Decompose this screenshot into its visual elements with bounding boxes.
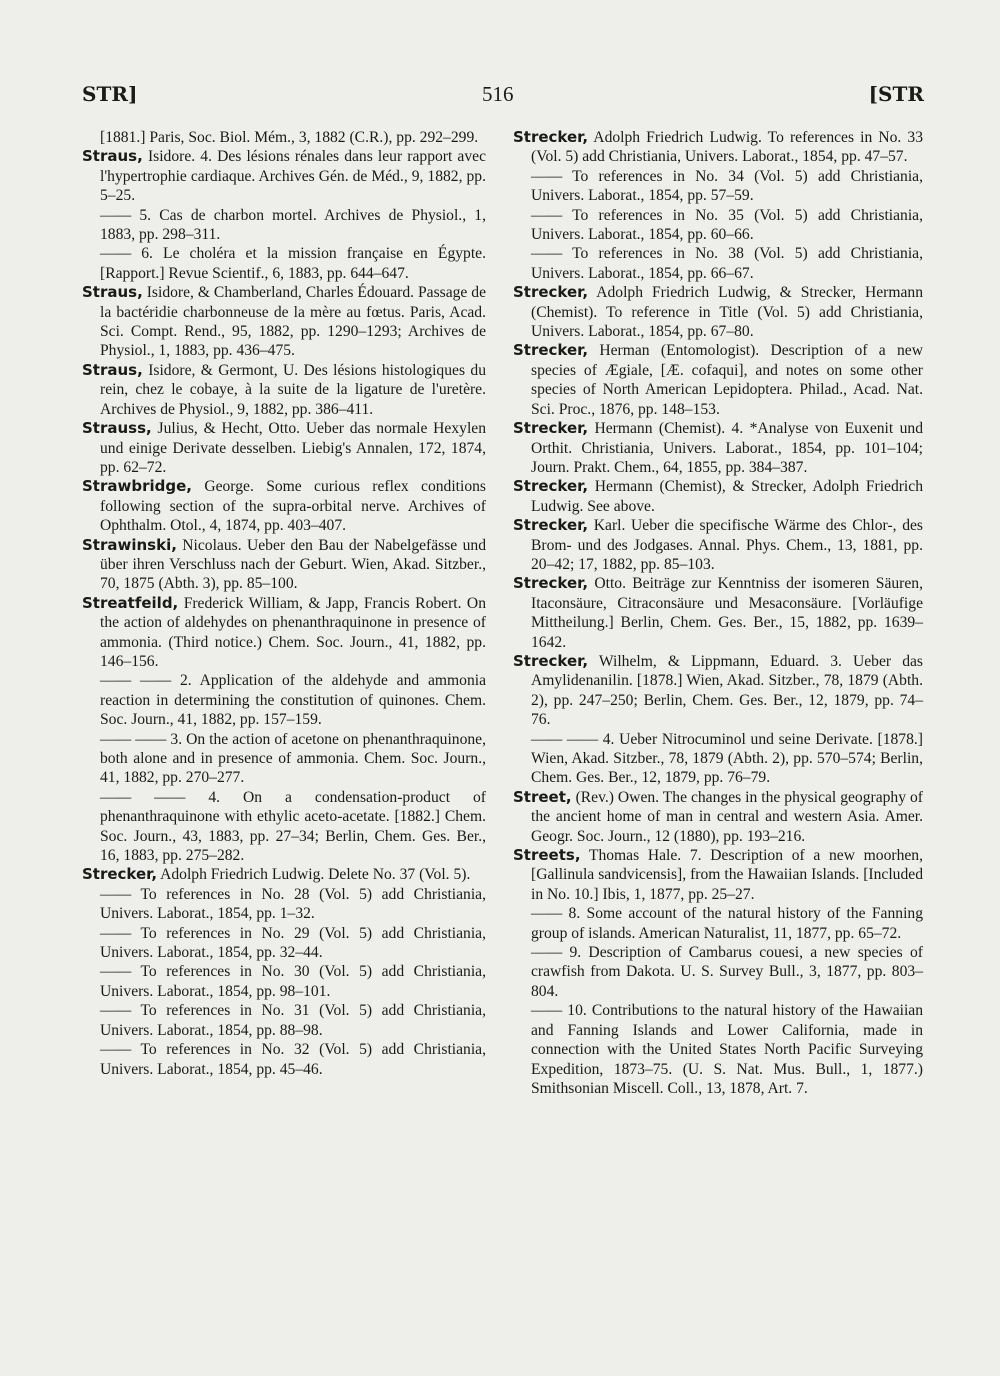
sub-entry: —— To references in No. 35 (Vol. 5) add Christiania, Univers. Laborat., 1854, pp. 60–66.	[531, 206, 923, 244]
bibliography-entry	[513, 283, 923, 341]
author-surname: Strecker,	[82, 865, 158, 884]
sub-entry: —— —— 4. Ueber Nitrocuminol und seine Derivate. [1878.] Wien, Akad. Sitzber., 78, 1879 (Abth. 2), pp. 570–574; Berlin, Chem. Ges. Ber., 12, 1879, pp. 76–79.	[531, 730, 923, 787]
author-surname: Street,	[513, 787, 572, 806]
author-surname: Strecker,	[513, 128, 589, 146]
bibliography-entry	[82, 361, 486, 419]
page-number: 516	[482, 82, 514, 106]
sub-entry: —— To references in No. 29 (Vol. 5) add Christiania, Univers. Laborat., 1854, pp. 32–44.	[100, 924, 486, 962]
bibliography-entry	[82, 147, 486, 205]
sub-entry: —— 5. Cas de charbon mortel. Archives de Physiol., 1, 1883, pp. 298–311.	[100, 206, 486, 244]
bibliography-entry	[513, 128, 923, 167]
entry-text: Isidore, & Chamberland, Charles Édouard. Passage de la bactéridie charbonneuse de la mère au fœtus. Paris, Acad. Sci. Compt. Rend., 95, 1882, pp. 1290–1293; Archives de Physiol., 1, 1883, pp. 436–475.	[100, 284, 486, 360]
author-surname: Strecker,	[513, 419, 589, 438]
entry-text: (Rev.) Owen. The changes in the physical geography of the ancient home of man in central and western Asia. Amer. Geogr. Soc. Journ., 12 (1880), pp. 193–216.	[531, 788, 923, 845]
author-surname: Straus,	[82, 147, 143, 166]
sub-entry: —— To references in No. 32 (Vol. 5) add Christiania, Univers. Laborat., 1854, pp. 45–46.	[100, 1041, 486, 1078]
entry-text: Herman (Entomologist). Description of a new species of Ægiale, [Æ. cofaqui], and notes on some other species of North American Lepidoptera. Philad., Acad. Nat. Sci. Proc., 1876, pp. 148–153.	[531, 342, 923, 418]
sub-entry: —— To references in No. 38 (Vol. 5) add Christiania, Univers. Laborat., 1854, pp. 66–67.	[531, 245, 923, 282]
bibliography-entry	[513, 652, 923, 730]
author-surname: Strawinski,	[82, 535, 177, 554]
entry-text: Frederick William, & Japp, Francis Robert. On the action of aldehydes on phenanthraquinone in presence of ammonia. (Third notice.) Chem. Soc. Journ., 41, 1882, pp. 146–156.	[100, 594, 486, 670]
entry-text: Hermann (Chemist). 4. *Analyse von Euxenit und Orthit. Christiania, Univers. Laborat., 1854, pp. 101–104; Journ. Prakt. Chem., 64, 1855, pp. 384–387.	[531, 420, 923, 476]
sub-entry: —— —— 4. On a condensation-product of phenanthraquinone with ethylic aceto-acetate. [1882.] Chem. Soc. Journ., 43, 1883, pp. 27–34; Berlin, Chem. Ges. Ber., 16, 1883, pp. 275–282.	[100, 788, 486, 865]
entry-text: Nicolaus. Ueber den Bau der Nabelgefässe und über ihren Verschluss nach der Geburt. Wien, Akad. Sitzber., 70, 1875 (Abth. 3), pp. 85–100.	[100, 536, 486, 593]
author-surname: Straus,	[82, 360, 143, 379]
bibliography-entry	[82, 536, 486, 594]
author-surname: Straus,	[82, 283, 143, 302]
author-surname: Strawbridge,	[82, 477, 192, 496]
entry-text: Otto. Beiträge zur Kenntniss der isomeren Säuren, Itaconsäure, Citraconsäure und Mesaconsäure. [Vorläufige Mittheilung.] Berlin, Chem. Ges. Ber., 15, 1882, pp. 1639–1642.	[531, 575, 923, 651]
bibliography-entry	[513, 788, 923, 846]
author-surname: Strecker,	[513, 516, 589, 535]
sub-entry: —— —— 2. Application of the aldehyde and ammonia reaction in determining the constitution of quinones. Chem. Soc. Journ., 41, 1882, pp. 157–159.	[100, 672, 486, 729]
author-surname: Strecker,	[513, 651, 589, 670]
bibliography-entry	[82, 865, 486, 884]
author-surname: Strecker,	[513, 574, 589, 593]
entry-text: George. Some curious reflex conditions following section of the supra-orbital nerve. Archives of Ophthalm. Otol., 4, 1874, pp. 403–407.	[100, 478, 486, 535]
sub-entry: —— To references in No. 30 (Vol. 5) add Christiania, Univers. Laborat., 1854, pp. 98–101.	[100, 963, 486, 1000]
entry-text: Hermann (Chemist), & Strecker, Adolph Friedrich Ludwig. See above.	[531, 478, 923, 515]
author-surname: Strecker,	[513, 477, 589, 496]
entry-text: Isidore. 4. Des lésions rénales dans leur rapport avec l'hypertrophie cardiaque. Archives Gén. de Méd., 9, 1882, pp. 5–25.	[100, 148, 486, 205]
entry-text: Thomas Hale. 7. Description of a new moorhen, [Gallinula sandvicensis], from the Hawaiian Islands. [Included in No. 10.] Ibis, 1, 1877, pp. 25–27.	[531, 847, 923, 903]
entry-text: Karl. Ueber die specifische Wärme des Chlor-, des Brom- und des Jodgases. Annal. Phys. Chem., 13, 1881, pp. 20–42; 17, 1882, pp. 85–103.	[531, 517, 923, 573]
continued-entry: [1881.] Paris, Soc. Biol. Mém., 3, 1882 (C.R.), pp. 292–299.	[100, 129, 479, 146]
header-left-guide: STR]	[82, 82, 138, 106]
bibliography-entry	[82, 477, 486, 535]
sub-entry: —— 8. Some account of the natural history of the Fanning group of islands. American Naturalist, 11, 1877, pp. 65–72.	[531, 905, 923, 942]
author-surname: Strecker,	[513, 283, 589, 302]
bibliography-entry	[513, 574, 923, 652]
author-surname: Strauss,	[82, 419, 152, 438]
bibliography-entry	[513, 846, 923, 904]
author-surname: Streets,	[513, 846, 581, 865]
bibliography-entry	[513, 341, 923, 419]
bibliography-entry	[82, 594, 486, 672]
author-surname: Strecker,	[513, 341, 589, 360]
sub-entry: —— To references in No. 28 (Vol. 5) add Christiania, Univers. Laborat., 1854, pp. 1–32.	[100, 885, 486, 923]
entry-text: Adolph Friedrich Ludwig, & Strecker, Hermann (Chemist). To reference in Title (Vol. 5) add Christiania, Univers. Laborat., 1854, pp. 67–80.	[531, 284, 923, 341]
entry-text: Adolph Friedrich Ludwig. Delete No. 37 (Vol. 5).	[157, 866, 471, 884]
bibliography-entry	[82, 419, 486, 477]
author-surname: Streatfeild,	[82, 593, 179, 612]
sub-entry: —— To references in No. 34 (Vol. 5) add Christiania, Univers. Laborat., 1854, pp. 57–59.	[531, 167, 923, 205]
bibliography-entry	[513, 419, 923, 477]
bibliography-entry	[513, 516, 923, 574]
entry-text: Wilhelm, & Lippmann, Eduard. 3. Ueber das Amylidenanilin. [1878.] Wien, Akad. Sitzber., 78, 1879 (Abth. 2), pp. 247–250; Berlin, Chem. Ges. Ber., 12, 1879, pp. 74–76.	[531, 652, 923, 729]
entry-text: Julius, & Hecht, Otto. Ueber das normale Hexylen und einige Derivate desselben. Liebig's Annalen, 172, 1874, pp. 62–72.	[100, 420, 486, 476]
bibliography-entry	[513, 477, 923, 516]
sub-entry: —— 6. Le choléra et la mission française en Égypte. [Rapport.] Revue Scientif., 6, 1883, pp. 644–647.	[100, 245, 486, 282]
bibliography-entry	[82, 283, 486, 361]
page-header	[82, 82, 924, 112]
header-right-guide: [STR	[868, 82, 924, 106]
sub-entry: —— 9. Description of Cambarus couesi, a new species of crawfish from Dakota. U. S. Survey Bull., 3, 1877, pp. 803–804.	[531, 944, 923, 1000]
sub-entry: —— —— 3. On the action of acetone on phenanthraquinone, both alone and in presence of ammonia. Chem. Soc. Journ., 41, 1882, pp. 270–277.	[100, 730, 486, 787]
entry-text: Adolph Friedrich Ludwig. To references in No. 33 (Vol. 5) add Christiania, Univers. Laborat., 1854, pp. 47–57.	[531, 129, 923, 166]
entry-text: Isidore, & Germont, U. Des lésions histologiques du rein, chez le cobaye, à la suite de la ligature de l'uretère. Archives de Physiol., 9, 1882, pp. 386–411.	[100, 361, 486, 418]
left-column	[82, 128, 486, 1079]
right-column	[513, 128, 923, 1098]
sub-entry: —— 10. Contributions to the natural history of the Hawaiian and Fanning Islands and Lower California, made in connection with the United States North Pacific Surveying Expedition, 1873–75. (U. S. Nat. Mus. Bull., 1, 1877.) Smithsonian Miscell. Coll., 13, 1878, Art. 7.	[531, 1002, 923, 1097]
sub-entry: —— To references in No. 31 (Vol. 5) add Christiania, Univers. Laborat., 1854, pp. 88–98.	[100, 1002, 486, 1039]
